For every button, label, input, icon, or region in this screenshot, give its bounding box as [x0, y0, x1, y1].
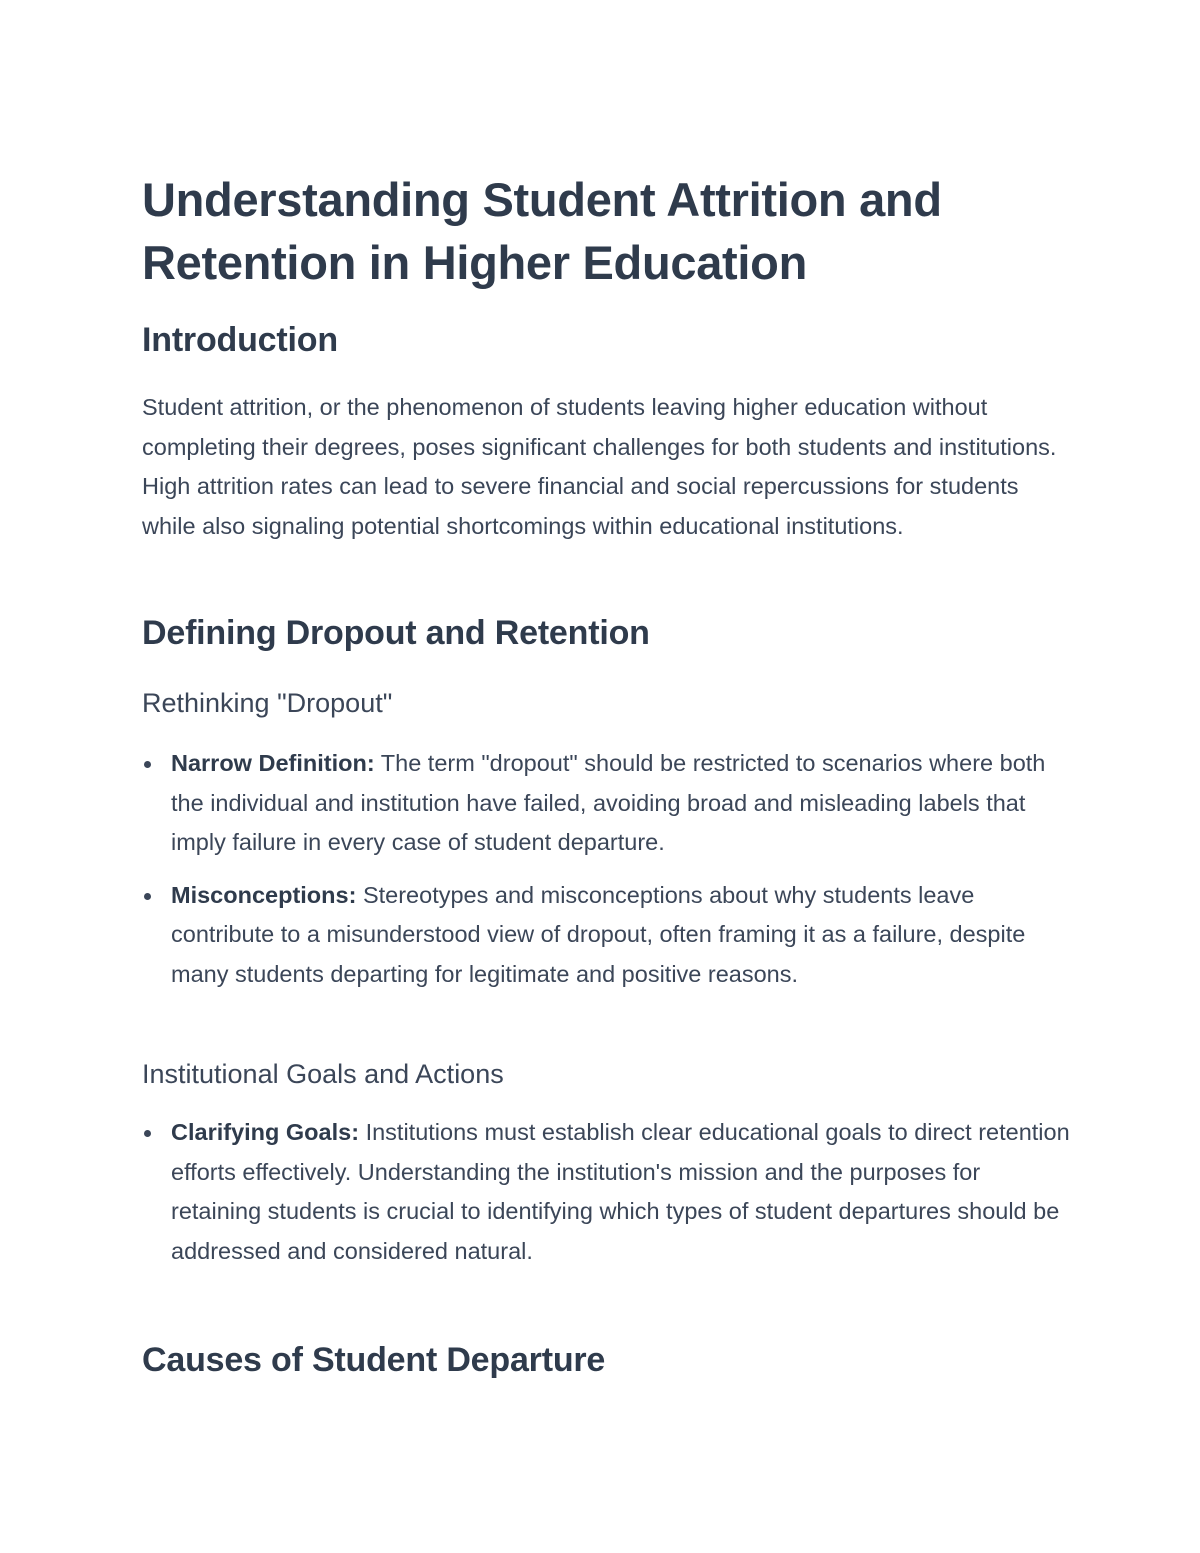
bullet-text: Institutions must establish clear educational goals to direct retention efforts effectively. Understanding the institution's mission and the purposes for retaining students is crucial to identifying which types of student departures should be addressed and considered natural.: [171, 1119, 1070, 1264]
subheading-rethinking-dropout: Rethinking "Dropout": [142, 688, 393, 718]
heading-introduction: Introduction: [142, 321, 338, 359]
subheading-institutional-goals: Institutional Goals and Actions: [142, 1059, 504, 1089]
document-title: Understanding Student Attrition and Retention in Higher Education: [142, 173, 942, 289]
bullet-term: Misconceptions:: [171, 881, 357, 908]
bullet-term: Clarifying Goals:: [171, 1119, 360, 1145]
rethinking-bullet-list: [142, 744, 1072, 1008]
list-item: [142, 744, 1072, 863]
bullet-text: The term "dropout" should be restricted to scenarios where both the individual and institution have failed, avoiding broad and misleading labels that imply failure in every case of student departure.: [171, 750, 1046, 856]
introduction-paragraph: Student attrition, or the phenomenon of students leaving higher education without completing their degrees, poses significant challenges for both students and institutions. High attrition rates can lead to severe financial and social repercussions for students while also signaling potential shortcomings within educational institutions.: [142, 394, 1057, 539]
heading-causes-departure: Causes of Student Departure: [142, 1341, 606, 1379]
list-item: [142, 876, 1072, 995]
institutional-bullet-list: [142, 1113, 1072, 1284]
heading-defining-dropout: Defining Dropout and Retention: [142, 614, 650, 652]
bullet-term: Narrow Definition:: [171, 750, 375, 776]
bullet-text: Stereotypes and misconceptions about why students leave contribute to a misunderstood view of dropout, often framing it as a failure, despite many students departing for legitimate and positive reasons.: [171, 881, 1026, 987]
bullet-icon: [144, 761, 151, 768]
bullet-icon: [144, 893, 151, 900]
list-item: [142, 1113, 1072, 1271]
bullet-icon: [144, 1130, 151, 1137]
